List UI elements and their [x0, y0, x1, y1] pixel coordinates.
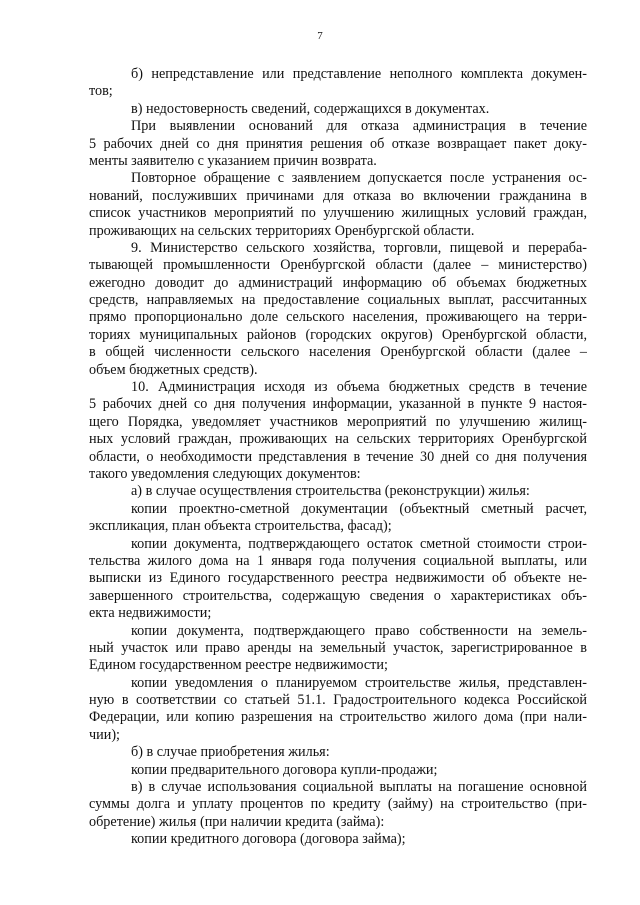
text-line: ную в соответствии со статьей 51.1. Градостроительного кодекса Российской	[89, 692, 587, 709]
text-line: список участников мероприятий по улучшению жилищных условий граждан,	[89, 205, 587, 222]
text-line: ториях муниципальных районов (городских округов) Оренбургской области,	[89, 326, 587, 343]
text-line: области, о необходимости представления в течение 30 дней со дня получения	[89, 448, 587, 465]
text-line: тывающей промышленности Оренбургской области (далее – министерство)	[89, 257, 587, 274]
text-line: в) недостоверность сведений, содержащихся в документах.	[131, 100, 490, 117]
text-line: прямо пропорционально доле сельского населения, проживающего на терри-	[89, 309, 587, 326]
text-line: копии кредитного договора (договора займа);	[131, 831, 406, 848]
text-line: копии проектно-сметной документации (объектный сметный расчет,	[131, 500, 587, 517]
text-line: выписки из Единого государственного реестра недвижимости об объекте не-	[89, 570, 587, 587]
text-line: такого уведомления следующих документов:	[89, 465, 361, 482]
text-line: Едином государственном реестре недвижимости;	[89, 657, 388, 674]
text-line: 10. Администрация исходя из объема бюджетных средств в течение	[131, 379, 587, 396]
text-line: завершенного строительства, содержащую сведения о характеристиках объ-	[89, 587, 587, 604]
document-body	[89, 66, 587, 849]
text-line: ежегодно доводит до администраций информацию об объемах бюджетных	[89, 274, 587, 291]
text-line: б) в случае приобретения жилья:	[131, 744, 330, 761]
text-line: копии предварительного договора купли-продажи;	[131, 761, 438, 778]
text-line: в) в случае использования социальной выплаты на погашение основной	[131, 779, 587, 796]
text-line: менты заявителю с указанием причин возврата.	[89, 152, 377, 169]
text-line: обретение) жилья (при наличии кредита (займа):	[89, 813, 385, 830]
text-line: Федерации, или копию разрешения на строительство жилого дома (при нали-	[89, 709, 587, 726]
text-line: чии);	[89, 726, 120, 743]
text-line: 5 рабочих дней со дня получения информации, указанной в пункте 9 настоя-	[89, 396, 587, 413]
text-line: экспликация, план объекта строительства, фасад);	[89, 518, 392, 535]
text-line: копии уведомления о планируемом строительстве жилья, представлен-	[131, 674, 587, 691]
text-line: средств, направляемых на предоставление социальных выплат, рассчитанных	[89, 292, 587, 309]
text-line: суммы долга и уплату процентов по кредиту (займу) на строительство (при-	[89, 796, 587, 813]
text-line: тельства жилого дома на 1 января года получения социальной выплаты, или	[89, 552, 587, 569]
text-line: проживающих на сельских территориях Оренбургской области.	[89, 222, 475, 239]
text-line: нований, послуживших причинами для отказа во включении гражданина в	[89, 187, 587, 204]
text-line: копии документа, подтверждающего право собственности на земель-	[131, 622, 587, 639]
text-line: а) в случае осуществления строительства (реконструкции) жилья:	[131, 483, 530, 500]
text-line: щего Порядка, уведомляет участников мероприятий по улучшению жилищ-	[89, 413, 587, 430]
text-line: б) непредставление или представление неполного комплекта докумен-	[131, 66, 587, 82]
text-line: объем бюджетных средств).	[89, 361, 258, 378]
text-line: ных условий граждан, проживающих на сельских территориях Оренбургской	[89, 431, 587, 448]
text-line: 9. Министерство сельского хозяйства, торговли, пищевой и перераба-	[131, 239, 587, 256]
text-line: копии документа, подтверждающего остаток сметной стоимости строи-	[131, 535, 587, 552]
text-line: ный участок или право аренды на земельный участок, зарегистрированное в	[89, 639, 587, 656]
page-number: 7	[317, 30, 323, 42]
text-line: 5 рабочих дней со дня принятия решения об отказе возвращает пакет доку-	[89, 135, 587, 152]
text-line: екта недвижимости;	[89, 605, 212, 622]
text-line: в общей численности сельского населения Оренбургской области (далее –	[89, 344, 587, 361]
text-line: Повторное обращение с заявлением допускается после устранения ос-	[131, 170, 587, 187]
text-line: тов;	[89, 83, 113, 100]
text-line: При выявлении оснований для отказа администрация в течение	[131, 118, 587, 135]
